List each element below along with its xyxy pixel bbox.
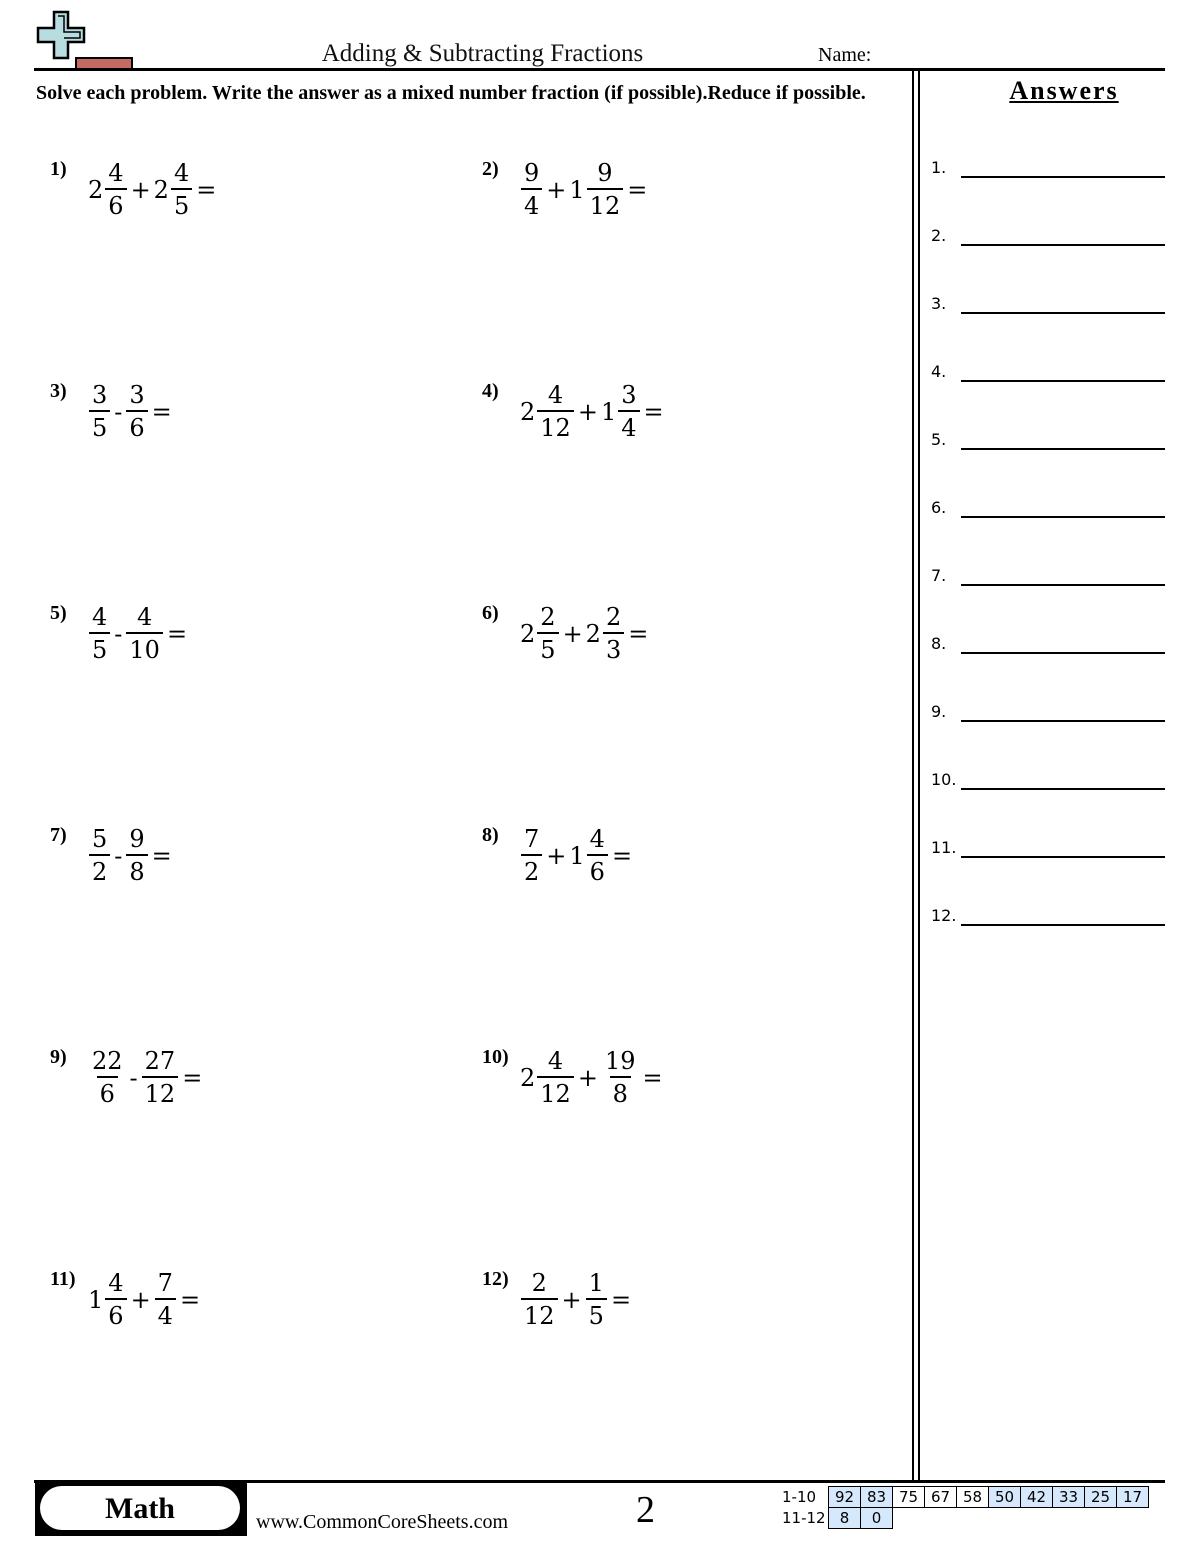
problem-number: 6) <box>482 602 499 624</box>
answer-row <box>931 294 1165 318</box>
score-cell: 33 <box>1053 1487 1085 1508</box>
denominator: 10 <box>126 632 163 666</box>
score-cell: 50 <box>989 1487 1021 1508</box>
problem-expression <box>520 1046 666 1110</box>
fraction <box>520 158 543 222</box>
problem-number: 2) <box>482 158 499 180</box>
denominator: 12 <box>142 1076 179 1110</box>
problem-number: 3) <box>50 380 67 402</box>
fraction <box>125 380 148 444</box>
numerator: 3 <box>621 381 637 409</box>
problem-expression <box>88 158 219 222</box>
problem-item <box>482 602 882 682</box>
score-cell-empty <box>1117 1508 1149 1529</box>
numerator: 7 <box>157 1269 173 1297</box>
denominator: 4 <box>155 1298 176 1332</box>
problem-item <box>50 158 450 238</box>
numerator: 4 <box>173 159 190 187</box>
answer-row <box>931 634 1165 658</box>
fraction <box>520 1268 559 1332</box>
numerator: 9 <box>129 825 145 853</box>
answer-number: 11. <box>931 838 957 857</box>
answer-blank[interactable] <box>961 924 1165 926</box>
denominator: 12 <box>537 410 574 444</box>
operator: - <box>129 1064 138 1092</box>
problem-number: 9) <box>50 1046 67 1068</box>
whole-number: 2 <box>520 620 536 648</box>
numerator: 2 <box>605 603 622 631</box>
answer-row <box>931 906 1165 930</box>
numerator: 4 <box>108 1269 124 1297</box>
score-row <box>780 1508 1149 1529</box>
problem-expression <box>520 1268 634 1332</box>
equals-sign: = <box>642 1064 663 1092</box>
answer-blank[interactable] <box>961 856 1165 858</box>
score-cell: 0 <box>861 1508 893 1529</box>
site-url[interactable]: www.CommonCoreSheets.com <box>256 1511 509 1533</box>
problem-expression <box>520 824 635 888</box>
fraction <box>601 1046 640 1110</box>
whole-number: 1 <box>600 398 617 426</box>
denominator: 5 <box>89 632 110 666</box>
problem-item <box>482 380 882 460</box>
operator: + <box>130 176 151 204</box>
whole-number: 2 <box>585 620 601 648</box>
denominator: 12 <box>537 1076 574 1110</box>
operator: + <box>561 1286 582 1314</box>
numerator: 4 <box>547 1047 564 1075</box>
fraction <box>170 158 193 222</box>
instructions: Solve each problem. Write the answer as a mixed number fraction (if possible).Reduce if possible. <box>36 82 866 104</box>
whole-number: 2 <box>88 176 104 204</box>
answer-number: 4. <box>931 362 947 381</box>
fraction <box>536 1046 575 1110</box>
denominator: 4 <box>521 188 542 222</box>
problem-item <box>50 824 450 904</box>
operator: - <box>114 620 123 648</box>
denominator: 2 <box>521 854 542 888</box>
problem-expression <box>88 824 175 888</box>
answer-blank[interactable] <box>961 652 1165 654</box>
denominator: 6 <box>105 188 126 222</box>
operator: + <box>130 1286 151 1314</box>
answer-row <box>931 838 1165 862</box>
problem-item <box>482 1046 882 1126</box>
operator: - <box>114 398 123 426</box>
answer-row <box>931 498 1165 522</box>
fraction <box>104 1268 127 1332</box>
numerator: 22 <box>92 1047 123 1075</box>
numerator: 4 <box>589 825 605 853</box>
problem-number: 1) <box>50 158 67 180</box>
fraction <box>88 602 111 666</box>
score-cell: 67 <box>925 1487 957 1508</box>
equals-sign: = <box>182 1064 203 1092</box>
operator: + <box>577 1064 598 1092</box>
answer-row <box>931 702 1165 726</box>
problem-expression <box>520 158 650 222</box>
fraction <box>536 380 575 444</box>
equals-sign: = <box>627 176 648 204</box>
denominator: 3 <box>603 632 624 666</box>
score-range-label: 11-12 <box>782 1509 826 1527</box>
denominator: 12 <box>521 1298 558 1332</box>
score-cell-empty <box>893 1508 925 1529</box>
problem-item <box>482 824 882 904</box>
equals-sign: = <box>179 1286 201 1314</box>
problem-expression <box>88 1268 203 1332</box>
problem-number: 10) <box>482 1046 509 1068</box>
fraction <box>88 824 111 888</box>
score-cell-empty <box>989 1508 1021 1529</box>
equals-sign: = <box>611 842 633 870</box>
fraction <box>88 1046 127 1110</box>
answer-number: 3. <box>931 294 947 313</box>
fraction <box>125 824 148 888</box>
answer-number: 6. <box>931 498 947 517</box>
header-divider <box>34 68 1165 71</box>
problem-expression <box>520 602 651 666</box>
answer-number: 8. <box>931 634 947 653</box>
answer-blank[interactable] <box>961 312 1165 314</box>
numerator: 3 <box>92 381 108 409</box>
score-cell-empty <box>1021 1508 1053 1529</box>
answer-blank[interactable] <box>961 584 1165 586</box>
operator: + <box>546 842 567 870</box>
problem-expression <box>88 1046 205 1110</box>
answer-row <box>931 430 1165 454</box>
equals-sign: = <box>610 1286 632 1314</box>
numerator: 4 <box>547 381 564 409</box>
score-cell: 92 <box>829 1487 861 1508</box>
column-divider-right <box>918 71 920 1481</box>
answer-number: 2. <box>931 226 947 245</box>
fraction <box>520 824 543 888</box>
problem-number: 5) <box>50 602 67 624</box>
score-cell: 58 <box>957 1487 989 1508</box>
numerator: 27 <box>144 1047 176 1075</box>
problem-expression <box>88 380 175 444</box>
score-cell-empty <box>1085 1508 1117 1529</box>
answer-number: 12. <box>931 906 957 925</box>
score-table <box>780 1486 1149 1529</box>
subject-label: Math <box>40 1486 240 1530</box>
answer-blank[interactable] <box>961 516 1165 518</box>
fraction <box>141 1046 180 1110</box>
whole-number: 1 <box>569 842 585 870</box>
numerator: 2 <box>540 603 556 631</box>
answer-blank[interactable] <box>961 176 1165 178</box>
answer-number: 1. <box>931 158 947 177</box>
equals-sign: = <box>151 398 172 426</box>
plus-minus-logo <box>34 10 134 70</box>
denominator: 5 <box>171 188 192 222</box>
equals-sign: = <box>151 842 172 870</box>
equals-sign: = <box>196 176 217 204</box>
problem-item <box>50 1046 450 1126</box>
subject-badge <box>35 1482 247 1536</box>
fraction <box>125 602 164 666</box>
problem-item <box>50 1268 450 1348</box>
whole-number: 2 <box>520 398 536 426</box>
denominator: 6 <box>587 854 608 888</box>
problem-number: 12) <box>482 1268 509 1290</box>
score-cell-empty <box>1053 1508 1085 1529</box>
answer-row <box>931 770 1165 794</box>
fraction <box>617 380 640 444</box>
problem-number: 11) <box>50 1268 76 1290</box>
denominator: 5 <box>89 410 110 444</box>
numerator: 2 <box>531 1269 547 1297</box>
page-number: 2 <box>636 1489 655 1531</box>
equals-sign: = <box>643 398 664 426</box>
whole-number: 1 <box>569 176 585 204</box>
fraction <box>585 1268 608 1332</box>
numerator: 7 <box>524 825 540 853</box>
operator: - <box>114 842 123 870</box>
problem-expression <box>88 602 190 666</box>
problem-item <box>50 380 450 460</box>
answer-blank[interactable] <box>961 448 1165 450</box>
numerator: 9 <box>524 159 540 187</box>
fraction <box>88 380 111 444</box>
denominator: 5 <box>537 632 558 666</box>
denominator: 4 <box>618 410 639 444</box>
answer-blank[interactable] <box>961 788 1165 790</box>
score-cell: 25 <box>1085 1487 1117 1508</box>
score-cell: 83 <box>861 1487 893 1508</box>
problem-expression <box>520 380 667 444</box>
score-range-label: 1-10 <box>782 1488 817 1506</box>
denominator: 5 <box>586 1298 607 1332</box>
denominator: 6 <box>97 1076 118 1110</box>
numerator: 19 <box>604 1047 636 1075</box>
denominator: 8 <box>126 854 147 888</box>
worksheet-title: Adding & Subtracting Fractions <box>321 40 644 67</box>
answer-number: 9. <box>931 702 947 721</box>
numerator: 4 <box>137 603 153 631</box>
score-cell: 75 <box>893 1487 925 1508</box>
problem-number: 8) <box>482 824 499 846</box>
problem-item <box>50 602 450 682</box>
problem-number: 4) <box>482 380 499 402</box>
answer-row <box>931 226 1165 250</box>
equals-sign: = <box>628 620 649 648</box>
denominator: 6 <box>126 410 147 444</box>
score-cell-empty <box>925 1508 957 1529</box>
problem-item <box>482 1268 882 1348</box>
score-cell-empty <box>957 1508 989 1529</box>
fraction <box>104 158 127 222</box>
equals-sign: = <box>166 620 188 648</box>
denominator: 12 <box>587 188 624 222</box>
score-cell: 42 <box>1021 1487 1053 1508</box>
denominator: 2 <box>89 854 110 888</box>
operator: + <box>546 176 567 204</box>
denominator: 8 <box>610 1076 631 1110</box>
answer-blank[interactable] <box>961 380 1165 382</box>
answers-title: Answers <box>1009 76 1119 105</box>
answer-number: 5. <box>931 430 947 449</box>
numerator: 1 <box>588 1269 604 1297</box>
numerator: 9 <box>597 159 613 187</box>
fraction <box>536 602 559 666</box>
answer-row <box>931 362 1165 386</box>
fraction <box>586 158 625 222</box>
answer-blank[interactable] <box>961 720 1165 722</box>
numerator: 4 <box>92 603 108 631</box>
fraction <box>602 602 625 666</box>
answer-number: 7. <box>931 566 947 585</box>
answer-row <box>931 566 1165 590</box>
answer-row <box>931 158 1165 182</box>
numerator: 5 <box>92 825 108 853</box>
problem-number: 7) <box>50 824 67 846</box>
answer-number: 10. <box>931 770 957 789</box>
score-row <box>780 1487 1149 1508</box>
score-cell: 8 <box>829 1508 861 1529</box>
problem-item <box>482 158 882 238</box>
fraction <box>586 824 609 888</box>
fraction <box>154 1268 177 1332</box>
column-divider-left <box>912 71 914 1481</box>
numerator: 3 <box>129 381 145 409</box>
denominator: 6 <box>105 1298 126 1332</box>
score-cell: 17 <box>1117 1487 1149 1508</box>
whole-number: 2 <box>153 176 169 204</box>
answer-blank[interactable] <box>961 244 1165 246</box>
whole-number: 2 <box>520 1064 536 1092</box>
operator: + <box>562 620 583 648</box>
numerator: 4 <box>108 159 124 187</box>
whole-number: 1 <box>88 1286 104 1314</box>
name-label: Name: <box>818 44 872 66</box>
operator: + <box>577 398 598 426</box>
